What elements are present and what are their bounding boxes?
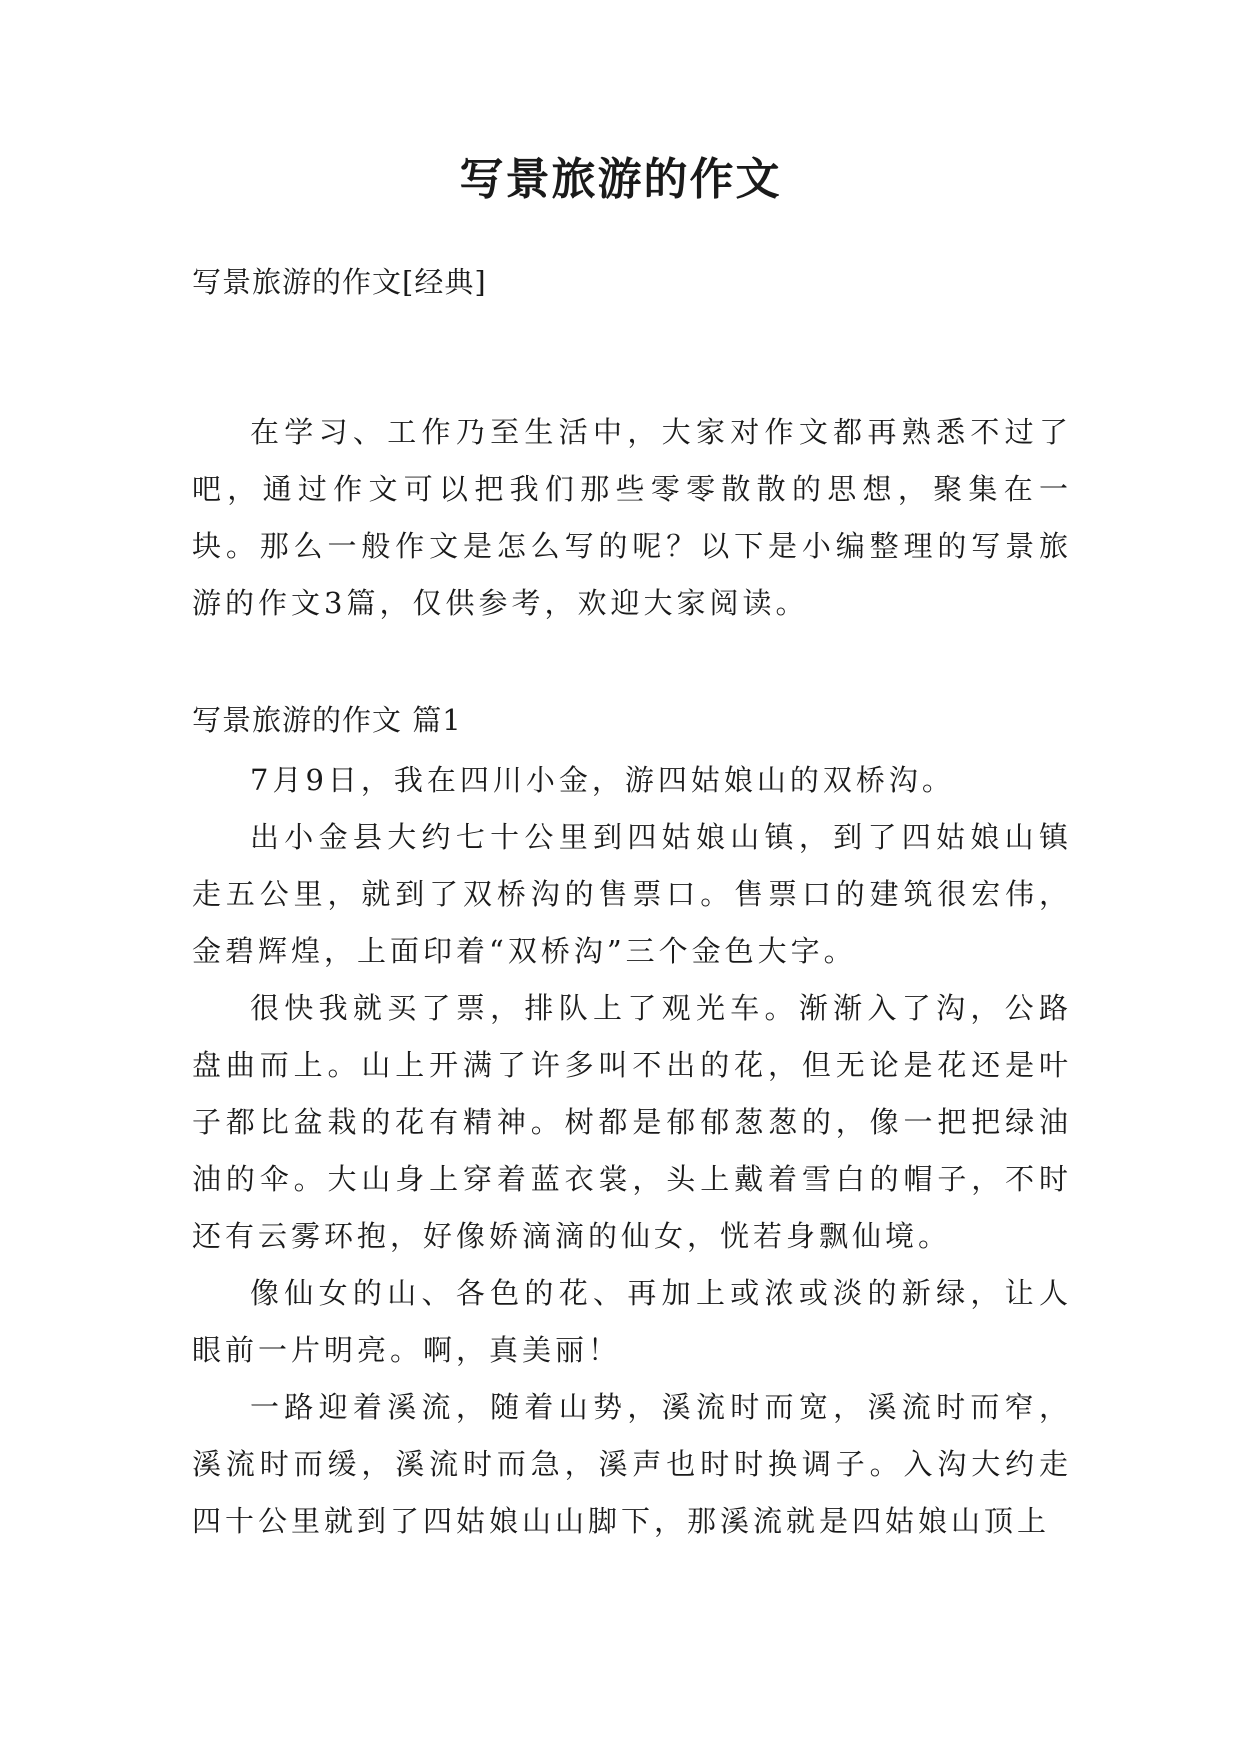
intro-paragraph: 在学习、工作乃至生活中，大家对作文都再熟悉不过了吧，通过作文可以把我们那些零零散散的思想，聚集在一块。那么一般作文是怎么写的呢？以下是小编整理的写景旅游的作文3篇，仅供参考，欢迎大家阅读。 [192, 415, 1072, 620]
body-paragraph: 7月9日，我在四川小金，游四姑娘山的双桥沟。 [250, 763, 955, 797]
document-subtitle: 写景旅游的作文[经典] [192, 265, 487, 299]
body-paragraph: 很快我就买了票，排队上了观光车。渐渐入了沟，公路盘曲而上。山上开满了许多叫不出的花，但无论是花还是叶子都比盆栽的花有精神。树都是郁郁葱葱的，像一把把绿油油的伞。大山身上穿着蓝衣裳，头上戴着雪白的帽子，不时还有云雾环抱，好像娇滴滴的仙女，恍若身飘仙境。 [192, 991, 1072, 1253]
body-paragraph: 一路迎着溪流，随着山势，溪流时而宽，溪流时而窄，溪流时而缓，溪流时而急，溪声也时时换调子。入沟大约走四十公里就到了四姑娘山山脚下，那溪流就是四姑娘山顶上 [192, 1390, 1072, 1538]
document-title: 写景旅游的作文 [459, 154, 782, 205]
body-paragraph: 像仙女的山、各色的花、再加上或浓或淡的新绿，让人眼前一片明亮。啊，真美丽！ [192, 1276, 1072, 1367]
body-paragraph: 出小金县大约七十公里到四姑娘山镇，到了四姑娘山镇走五公里，就到了双桥沟的售票口。售票口的建筑很宏伟，金碧辉煌，上面印着“双桥沟”三个金色大字。 [192, 820, 1072, 968]
section-heading: 写景旅游的作文 篇1 [192, 703, 462, 737]
